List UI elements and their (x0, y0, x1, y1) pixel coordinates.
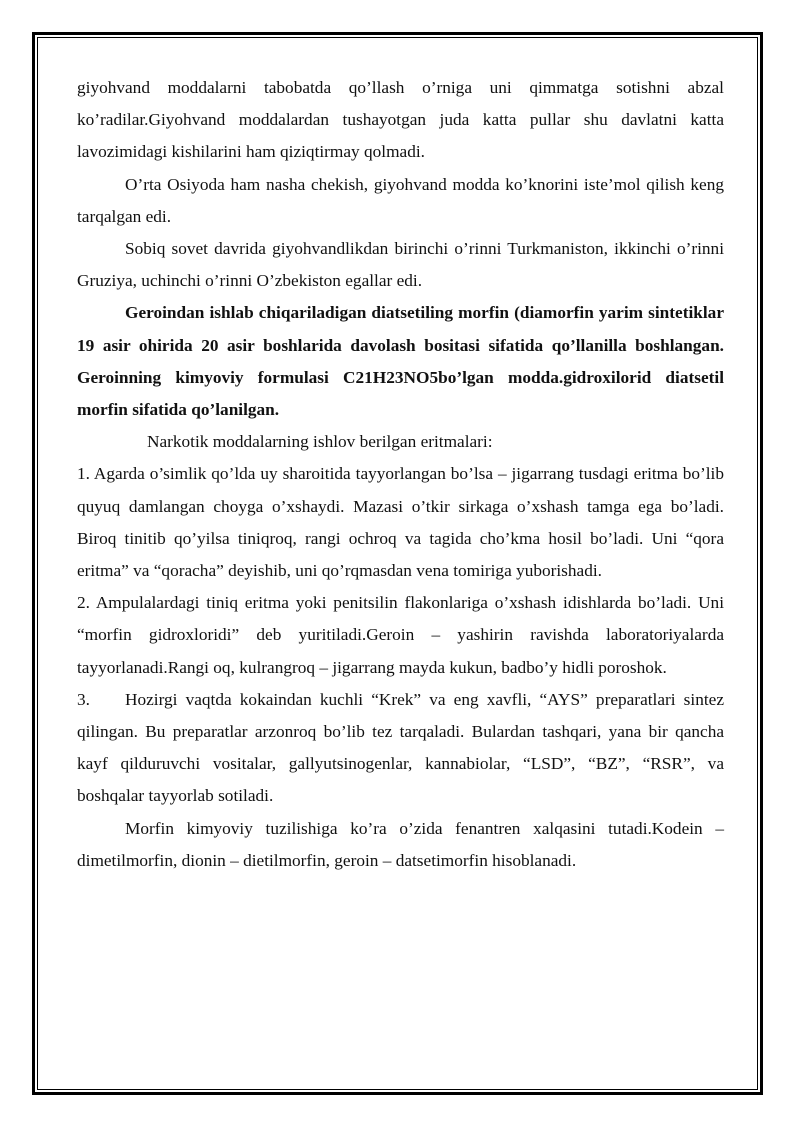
document-body (77, 72, 724, 877)
list-item-3 (77, 684, 724, 813)
list-item-1: 1. Agarda o’simlik qo’lda uy sharoitida tayyorlangan bo’lsa – jigarrang tusdagi eritma bo’lib quyuq damlangan choyga o’xshaydi. Mazasi o’tkir sirkaga o’xshash tamga ega bo’ladi. Biroq tinitib qo’yilsa tiniqroq, rangi ochroq va tagida cho’kma hosil bo’ladi. Uni “qora eritma” va “qoracha” deyishib, uni qo’rqmasdan vena tomiriga yuborishadi. (77, 464, 724, 581)
paragraph-2: O’rta Osiyoda ham nasha chekish, giyohvand modda ko’knorini iste’mol qilish keng tarqalgan edi. (77, 174, 724, 226)
list-item-2: 2. Ampulalardagi tiniq eritma yoki penitsilin flakonlariga o’xshash idishlarda bo’ladi. Uni “morfin gidroxloridi” deb yuritiladi.Geroin – yashirin ravishda laboratoriyalarda tayyorlanadi.Rangi oq, kulrangroq – jigarrang mayda kukun, badbo’y hidli poroshok. (77, 593, 724, 677)
paragraph-morphine: Morfin kimyoviy tuzilishiga ko’ra o’zida fenantren xalqasini tutadi.Kodein – dimetilmorfin, dionin – dietilmorfin, geroin – datsetimorfin hisoblanadi. (77, 818, 724, 870)
paragraph-bold-heroin: Geroindan ishlab chiqariladigan diatsetiling morfin (diamorfin yarim sintetiklar 19 asir ohirida 20 asir boshlarida davolash bositasi sifatida qo’llanilla boshlangan. Geroinning kimyoviy formulasi C21H23NO5bo’lgan modda.gidroxilorid diatsetil morfin sifatida qo’lanilgan. (77, 303, 724, 420)
paragraph-3: Sobiq sovet davrida giyohvandlikdan birinchi o’rinni Turkmaniston, ikkinchi o’rinni Gruziya, uchinchi o’rinni O’zbekiston egallar edi. (77, 239, 724, 291)
paragraph-solutions-heading: Narkotik moddalarning ishlov berilgan eritmalari: (147, 432, 493, 452)
paragraph-1: giyohvand moddalarni tabobatda qo’llash o’rniga uni qimmatga sotishni abzal ko’radilar.Giyohvand moddalardan tushayotgan juda katta pullar shu davlatni katta lavozimidagi kishilarini ham qiziqtirmay qolmadi. (77, 78, 724, 162)
list-item-3-text: Hozirgi vaqtda kokaindan kuchli “Krek” va eng xavfli, “AYS” preparatlari sintez qilingan. Bu preparatlar arzonroq bo’lib tez tarqaladi. Bulardan tashqari, yana bir qancha kayf qilduruvchi vositalar, gallyutsinogenlar, kannabiolar, “LSD”, “BZ”, “RSR”, va boshqalar tayyorlab sotiladi. (77, 689, 724, 806)
list-number-3: 3. (77, 689, 90, 709)
